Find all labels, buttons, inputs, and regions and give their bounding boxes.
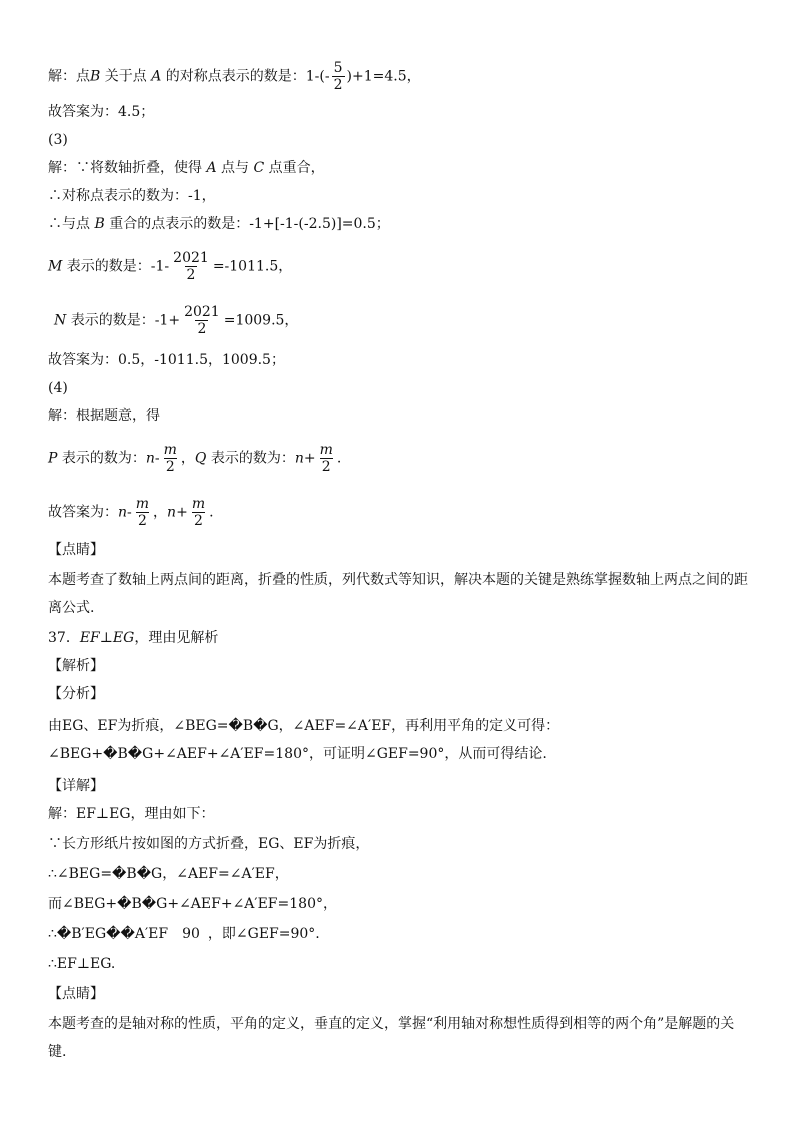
breakdown-text: 由EG、EF为折痕，∠BEG=�B�G，∠AEF=∠A′EF，再利用平角的定义可得：∠BEG+�B�G+∠AEF+∠A′EF=180°，可证明∠GEF=90°，从而可得结论.: [48, 718, 560, 762]
comment-heading-2: 【点睛】: [48, 986, 104, 1002]
answer-line-1: 故答案为：4.5；: [48, 104, 155, 120]
coincide-point-line: ∴与点 B 重合的点表示的数是：-1+[-1-(-2.5)]=0.5；: [48, 216, 390, 232]
fraction-m-2-b: $\frac{m}{2}$: [319, 442, 333, 475]
fraction-m-2-c: $\frac{m}{2}$: [135, 496, 150, 529]
pq-value-line: P 表示的数为：n- $\frac{m}{2}$ ，Q 表示的数为：n+ $\frac{m}{2}$ .: [48, 442, 342, 475]
analysis-heading: 【解析】: [48, 658, 104, 674]
answer-line-3: 故答案为：n- $\frac{m}{2}$ ，n+ $\frac{m}{2}$ .: [48, 496, 214, 529]
part-3-label: (3): [48, 132, 68, 148]
part-4-label: (4): [48, 380, 68, 396]
solution-line-4: 解：根据题意，得: [48, 408, 160, 424]
solution-line-fold: 解：∵将数轴折叠，使得 A 点与 C 点重合，: [48, 160, 325, 176]
detail-conclusion: ∴EF⊥EG.: [48, 956, 116, 972]
fraction-2021-2-b: $\frac{2021}{2}$: [184, 304, 220, 337]
fraction-m-2: $\frac{m}{2}$: [163, 442, 177, 475]
m-value-line: M 表示的数是：-1- $\frac{2021}{2}$ =-1011.5，: [48, 250, 293, 283]
breakdown-heading: 【分析】: [48, 686, 104, 702]
fraction-5-2: $\frac{5}{2}$: [333, 60, 343, 93]
n-value-line: N 表示的数是：-1+ $\frac{2021}{2}$ =1009.5，: [54, 304, 299, 337]
fraction-2021-2: $\frac{2021}{2}$: [173, 250, 209, 283]
symmetric-point-line: ∴对称点表示的数为：-1，: [48, 188, 216, 204]
comment-text-1: 本题考查了数轴上两点间的距离，折叠的性质，列代数式等知识，解决本题的关键是熟练掌握数轴上两点之间的距离公式.: [48, 572, 748, 616]
detail-line-1: 解：EF⊥EG，理由如下：: [48, 806, 215, 822]
answer-line-2: 故答案为：0.5，-1011.5，1009.5；: [48, 352, 285, 368]
detail-line-2: ∵长方形纸片按如图的方式折叠，EG、EF为折痕，: [48, 836, 370, 852]
detail-line-5: ∴�B′EG��A′EF 90 ，即∠GEF=90°.: [48, 926, 320, 942]
solution-line-b-symmetric: 解：点B 关于点 A 的对称点表示的数是：1-(- $\frac{5}{2}$ )+1=4.5，: [48, 60, 421, 93]
detail-line-3: ∴∠BEG=�B�G，∠AEF=∠A′EF，: [48, 866, 289, 882]
detail-heading: 【详解】: [48, 778, 104, 794]
comment-heading-1: 【点睛】: [48, 542, 104, 558]
fraction-m-2-d: $\frac{m}{2}$: [191, 496, 206, 529]
comment-text-2: 本题考查的是轴对称的性质，平角的定义，垂直的定义，掌握“利用轴对称想性质得到相等的两个角”是解题的关键.: [48, 1016, 735, 1060]
question-37-answer: 37．EF⊥EG，理由见解析: [48, 630, 219, 646]
detail-line-4: 而∠BEG+�B�G+∠AEF+∠A′EF=180°，: [48, 896, 337, 912]
